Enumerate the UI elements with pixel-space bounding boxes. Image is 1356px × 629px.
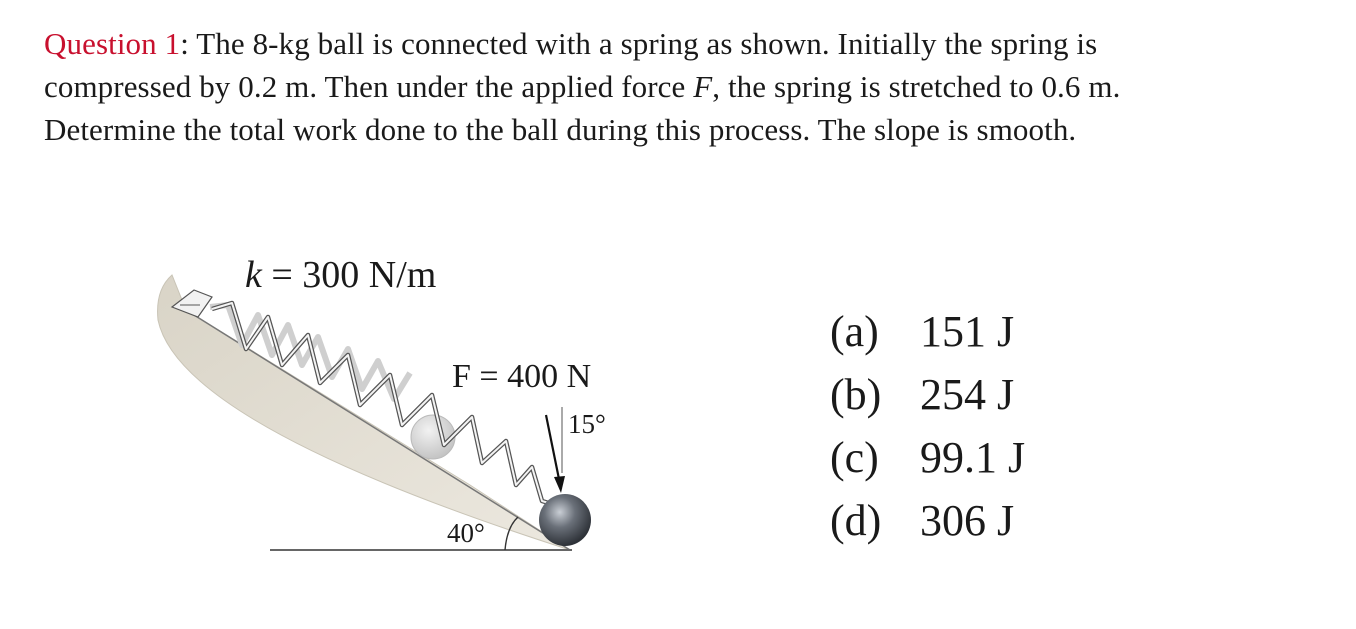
- spring-constant-symbol: k: [245, 254, 262, 296]
- answer-option: [830, 489, 1025, 552]
- force-angle-label: 15°: [568, 409, 606, 439]
- question-line-1: [44, 22, 1334, 65]
- force-arrowhead: [554, 476, 565, 493]
- answer-value: 99.1 J: [920, 433, 1026, 482]
- answer-letter: (a): [830, 307, 879, 356]
- question-text-line1: : The 8-kg ball is connected with a spring as shown. Initially the spring is: [180, 26, 1098, 61]
- answer-value: 306 J: [920, 496, 1015, 545]
- answer-option: [830, 363, 1025, 426]
- force-label: F = 400 N: [452, 358, 592, 395]
- slope-surface: [158, 275, 570, 550]
- question-text-line2b: , the spring is stretched to 0.6 m.: [712, 69, 1121, 104]
- answer-option: [830, 426, 1025, 489]
- answer-value: 151 J: [920, 307, 1015, 356]
- answer-value: 254 J: [920, 370, 1015, 419]
- slope-angle-label: 40°: [447, 518, 485, 548]
- question-text: [44, 22, 1334, 151]
- question-line-2: [44, 65, 1334, 108]
- answer-options: [830, 300, 1025, 552]
- spring-constant-value: = 300 N/m: [261, 254, 437, 296]
- spring-constant-label: [245, 254, 436, 296]
- answer-letter: (b): [830, 370, 882, 419]
- answer-letter: (c): [830, 433, 879, 482]
- question-text-line2a: compressed by 0.2 m. Then under the applied force: [44, 69, 694, 104]
- question-line-3: Determine the total work done to the ball during this process. The slope is smooth.: [44, 112, 1077, 147]
- ball-initial-position: [411, 415, 455, 459]
- answer-letter: (d): [830, 496, 882, 545]
- ball: [539, 494, 591, 546]
- answer-option: [830, 300, 1025, 363]
- question-number: 1: [164, 26, 181, 61]
- spring-ball-figure: [150, 245, 650, 575]
- question-label: Question: [44, 26, 157, 61]
- force-symbol: F: [693, 69, 713, 104]
